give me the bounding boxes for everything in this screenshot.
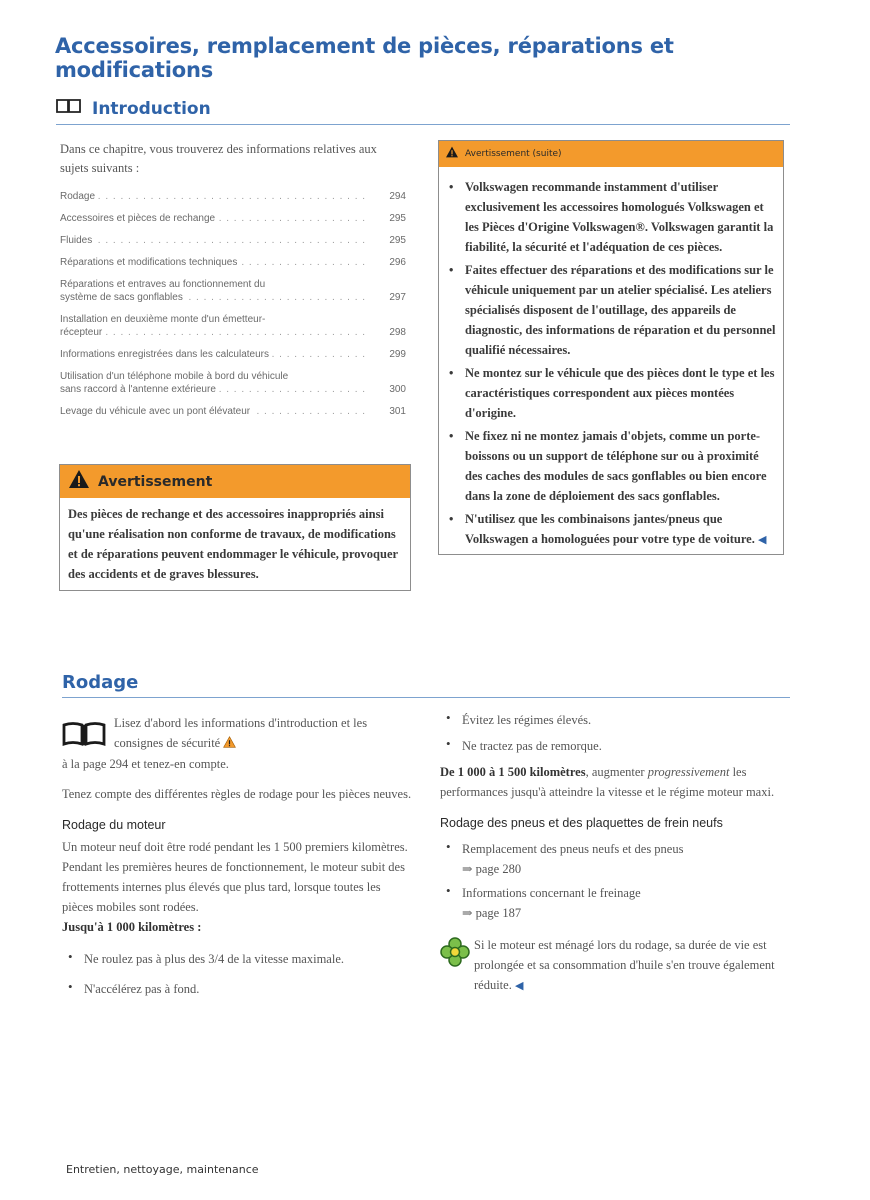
moteur-text: Un moteur neuf doit être rodé pendant les 1 500 premiers kilomètres. Pendant les premières heures de fonctionnement, le moteur subit des frottements internes plus élevés que plus tard, lorsque toutes les pièces mobiles sont rodées. xyxy=(62,840,408,915)
list-item-text: Ne roulez pas à plus des 3/4 de la vitesse maximale. xyxy=(84,952,344,967)
list-item-text: Remplacement des pneus neufs et des pneus xyxy=(462,842,684,856)
intro-note xyxy=(62,713,414,754)
warning-bullet: • Ne fixez ni ne montez jamais d'objets, comme un porte-boissons ou un support de téléphone sur ou à proximité des caches des modules de sacs gonflables ou bien encore dans la zone de déploiement des sacs gonflables. xyxy=(443,426,777,506)
toc-page: 300 xyxy=(389,384,406,395)
list-item-text: Informations concernant le freinage xyxy=(462,886,641,900)
warning-bullet: • Volkswagen recommande instamment d'utiliser exclusivement les accessoires homologués Volkswagen et les Pièces d'Origine Volkswagen®. Volkswagen garantit la fiabilité, la sécurité et l'adéquation de ces pièces. xyxy=(443,177,777,257)
end-marker-icon: ◀ xyxy=(514,980,524,992)
toc-page: 297 xyxy=(389,292,406,303)
toc-label: Informations enregistrées dans les calculateurs xyxy=(60,349,272,360)
book-icon xyxy=(62,721,106,754)
book-icon xyxy=(56,98,82,119)
warning-bullet-text: N'utilisez que les combinaisons jantes/pneus que Volkswagen a homologuées pour votre type de voiture. xyxy=(465,512,755,546)
rodage-paragraph: Tenez compte des différentes règles de rodage pour les pièces neuves. xyxy=(62,787,412,802)
intro-divider xyxy=(56,124,790,125)
environment-note-text: Si le moteur est ménagé lors du rodage, sa durée de vie est prolongée et sa consommation d'huile s'en trouve également réduite. xyxy=(474,938,775,992)
list-item: • Ne tractez pas de remorque. xyxy=(440,736,790,756)
rodage-left-column xyxy=(62,713,414,999)
page-reference-link[interactable]: ⇒ page 187 xyxy=(462,906,522,920)
page-footer: Entretien, nettoyage, maintenance xyxy=(66,1163,259,1176)
rodage-divider xyxy=(62,697,790,698)
intro-heading: Introduction xyxy=(92,98,211,119)
toc-item xyxy=(60,234,406,247)
toc-label-line2: sans raccord à l'antenne extérieure xyxy=(60,384,219,395)
warning-bullet-text: Volkswagen recommande instamment d'utiliser exclusivement les accessoires homologués Volkswagen et les Pièces d'Origine Volkswagen®. Volkswagen garantit la fiabilité, la sécurité et l'adéquation de ces pièces. xyxy=(465,180,774,254)
km-bold: De 1 000 à 1 500 kilomètres xyxy=(440,765,586,779)
warning-box xyxy=(59,464,411,591)
rodage-right-column xyxy=(440,710,790,996)
end-marker-icon: ◀ xyxy=(757,534,767,546)
toc-item xyxy=(60,348,406,361)
toc-label-line2: récepteur xyxy=(60,327,105,338)
toc-label: Levage du véhicule avec un pont élévateur xyxy=(60,406,253,417)
moteur-heading: Rodage du moteur xyxy=(62,818,166,833)
intro-note-continued: à la page 294 et tenez-en compte. xyxy=(62,757,229,772)
km-text: , augmenter xyxy=(585,765,648,779)
toc-item xyxy=(60,212,406,225)
warning-bullet: • N'utilisez que les combinaisons jantes/pneus que Volkswagen a homologuées pour votre type de voiture. ◀ xyxy=(449,512,767,546)
toc-label-line1: Installation en deuxième monte d'un émetteur- xyxy=(60,313,370,326)
warning-bullet: • Ne montez sur le véhicule que des pièces dont le type et les caractéristiques correspondent aux pièces montées d'origine. xyxy=(443,363,777,423)
warning-cont-box xyxy=(438,140,784,555)
warning-bullet-text: Ne fixez ni ne montez jamais d'objets, comme un porte-boissons ou un support de téléphone sur ou à proximité des caches des modules de sacs gonflables ou bien encore dans la zone de déploiement des sacs gonflables. xyxy=(465,429,767,503)
toc-label: Accessoires et pièces de rechange xyxy=(60,213,218,224)
flower-icon xyxy=(440,937,470,996)
toc-label-line1: Réparations et entraves au fonctionnement du xyxy=(60,278,370,291)
list-item: • Informations concernant le freinage ⇒ page 187 xyxy=(446,883,641,920)
list-item: • N'accélérez pas à fond. xyxy=(62,979,414,999)
list-item: • Remplacement des pneus neufs et des pneus ⇒ page 280 xyxy=(446,839,684,876)
rodage-section-header xyxy=(62,672,790,698)
list-item-text: Évitez les régimes élevés. xyxy=(462,713,592,727)
toc-item xyxy=(60,313,406,339)
list-item: • Évitez les régimes élevés. xyxy=(440,710,790,730)
warning-triangle-icon xyxy=(445,145,459,163)
toc-page: 296 xyxy=(389,257,406,268)
toc-item xyxy=(60,370,406,396)
warning-triangle-icon xyxy=(223,734,236,754)
rodage-heading: Rodage xyxy=(62,672,139,693)
warning-triangle-icon xyxy=(68,469,90,494)
toc-page: 295 xyxy=(389,235,406,246)
warning-bullet-text: Ne montez sur le véhicule que des pièces dont le type et les caractéristiques correspondent aux pièces montées d'origine. xyxy=(465,366,775,420)
warning-header xyxy=(60,465,410,498)
toc-page: 299 xyxy=(389,349,406,360)
warning-title: Avertissement xyxy=(98,473,213,490)
toc-page: 298 xyxy=(389,327,406,338)
toc-label-line1: Utilisation d'un téléphone mobile à bord du véhicule xyxy=(60,370,370,383)
list-item-text: N'accélérez pas à fond. xyxy=(84,982,200,997)
warning-text: Des pièces de rechange et des accessoires inappropriés ainsi qu'une réalisation non conforme de travaux, de modifications et de réparations peuvent endommager le véhicule, provoquer des accidents et de graves blessures. xyxy=(68,507,398,581)
warning-bullet: • Faites effectuer des réparations et des modifications sur le véhicule uniquement par un atelier spécialisé. Les ateliers spécialisés disposent de l'outillage, des appareils de diagnostic, des informations de réparation et du personnel qualifié nécessaires. xyxy=(443,260,777,360)
page-title: Accessoires, remplacement de pièces, réparations et modifications xyxy=(55,34,674,82)
toc-label: Réparations et modifications techniques xyxy=(60,257,240,268)
toc-item xyxy=(60,405,406,418)
intro-section-header xyxy=(56,98,790,125)
toc-list xyxy=(60,190,406,418)
km-italic: progressivement xyxy=(647,765,730,779)
toc-item xyxy=(60,278,406,304)
toc-label-line2: système de sacs gonflables xyxy=(60,292,186,303)
list-item-text: Ne tractez pas de remorque. xyxy=(462,739,602,753)
warning-cont-header xyxy=(439,141,783,167)
environment-note xyxy=(440,935,790,996)
toc-item xyxy=(60,256,406,269)
toc-label: Fluides xyxy=(60,235,95,246)
intro-lead: Dans ce chapitre, vous trouverez des informations relatives aux sujets suivants : xyxy=(60,142,377,175)
toc-item xyxy=(60,190,406,203)
intro-note-text: Lisez d'abord les informations d'introduction et les consignes de sécurité xyxy=(114,716,368,750)
toc-page: 294 xyxy=(389,191,406,202)
warning-bullet-text: Faites effectuer des réparations et des modifications sur le véhicule uniquement par un atelier spécialisé. Les ateliers spécialisés disposent de l'outillage, des appareils de diagnostic, des informations de réparation et du personnel qualifié nécessaires. xyxy=(465,263,776,357)
warning-cont-title: Avertissement (suite) xyxy=(465,149,562,159)
km-paragraph xyxy=(440,762,790,802)
pneus-heading: Rodage des pneus et des plaquettes de frein neufs xyxy=(440,816,723,830)
page-reference-link[interactable]: ⇒ page 280 xyxy=(462,862,522,876)
intro-left-column xyxy=(60,140,406,427)
list-item: • Ne roulez pas à plus des 3/4 de la vitesse maximale. xyxy=(62,949,414,969)
toc-page: 301 xyxy=(389,406,406,417)
toc-page: 295 xyxy=(389,213,406,224)
warning-cont-list xyxy=(439,167,783,554)
jusqua-label: Jusqu'à 1 000 kilomètres : xyxy=(62,920,202,935)
km-text: les performances jusqu'à atteindre la vitesse et le régime moteur maxi. xyxy=(440,765,775,799)
toc-label: Rodage xyxy=(60,191,98,202)
